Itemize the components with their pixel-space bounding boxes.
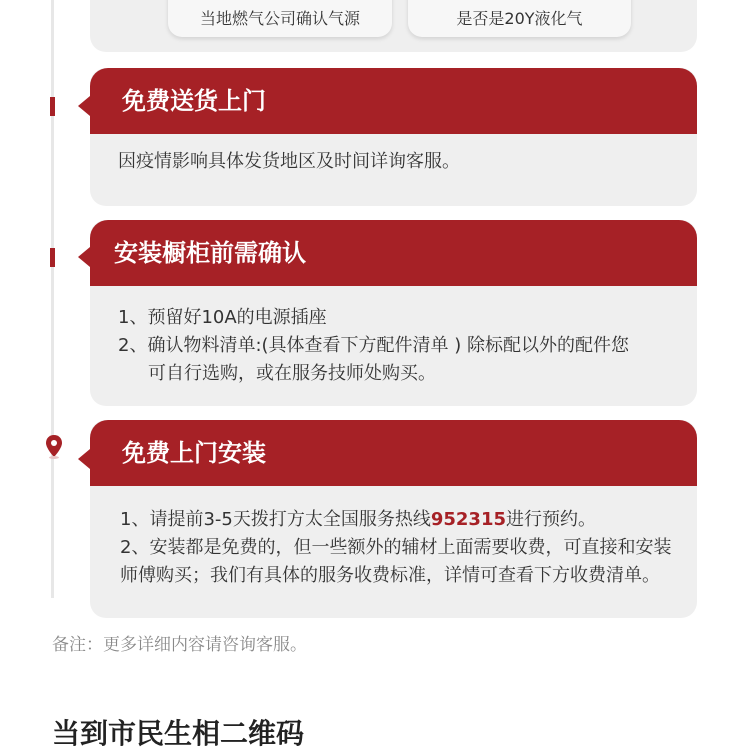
- delivery-card: [90, 68, 697, 206]
- delivery-title: 免费送货上门: [90, 68, 697, 134]
- free-install-line-2: 2、安装都是免费的，但一些额外的辅材上面需要收费，可直接和安装: [120, 537, 672, 558]
- install-check-line-3: 可自行选购，或在服务技师处购买。: [148, 363, 436, 384]
- install-check-card: [90, 220, 697, 406]
- install-check-line-1: 1、预留好10A的电源插座: [118, 307, 327, 328]
- header-notch: [78, 449, 90, 469]
- timeline-line: [51, 0, 54, 598]
- lpg-text: 是否是20Y液化气: [456, 9, 583, 28]
- free-install-line-1: [120, 506, 675, 534]
- timeline-marker: [50, 248, 55, 267]
- footnote: 备注：更多详细内容请咨询客服。: [52, 635, 307, 655]
- install-check-line-2: 2、确认物料清单:(具体查看下方配件清单 ) 除标配以外的配件您: [118, 335, 630, 356]
- service-hotline[interactable]: 952315: [430, 509, 507, 530]
- gas-source-text: 当地燃气公司确认气源: [199, 9, 360, 28]
- next-section-title: 当到市民生相二维码: [52, 717, 305, 750]
- free-install-card: [90, 420, 697, 618]
- header-notch: [78, 247, 90, 267]
- line1-suffix: 进行预约。: [506, 509, 597, 530]
- line1-prefix: 1、请提前3-5天拨打方太全国服务热线: [120, 509, 431, 530]
- lpg-pill: [408, 0, 631, 37]
- install-check-title: 安装橱柜前需确认: [90, 220, 697, 286]
- timeline-marker: [50, 97, 55, 116]
- header-notch: [78, 96, 90, 116]
- gas-source-pill: [168, 0, 392, 37]
- free-install-title: 免费上门安装: [90, 420, 697, 486]
- free-install-line-3: 师傅购买；我们有具体的服务收费标准，详情可查看下方收费清单。: [120, 565, 660, 586]
- delivery-text: 因疫情影响具体发货地区及时间详询客服。: [118, 151, 460, 172]
- location-pin-icon: [45, 435, 63, 459]
